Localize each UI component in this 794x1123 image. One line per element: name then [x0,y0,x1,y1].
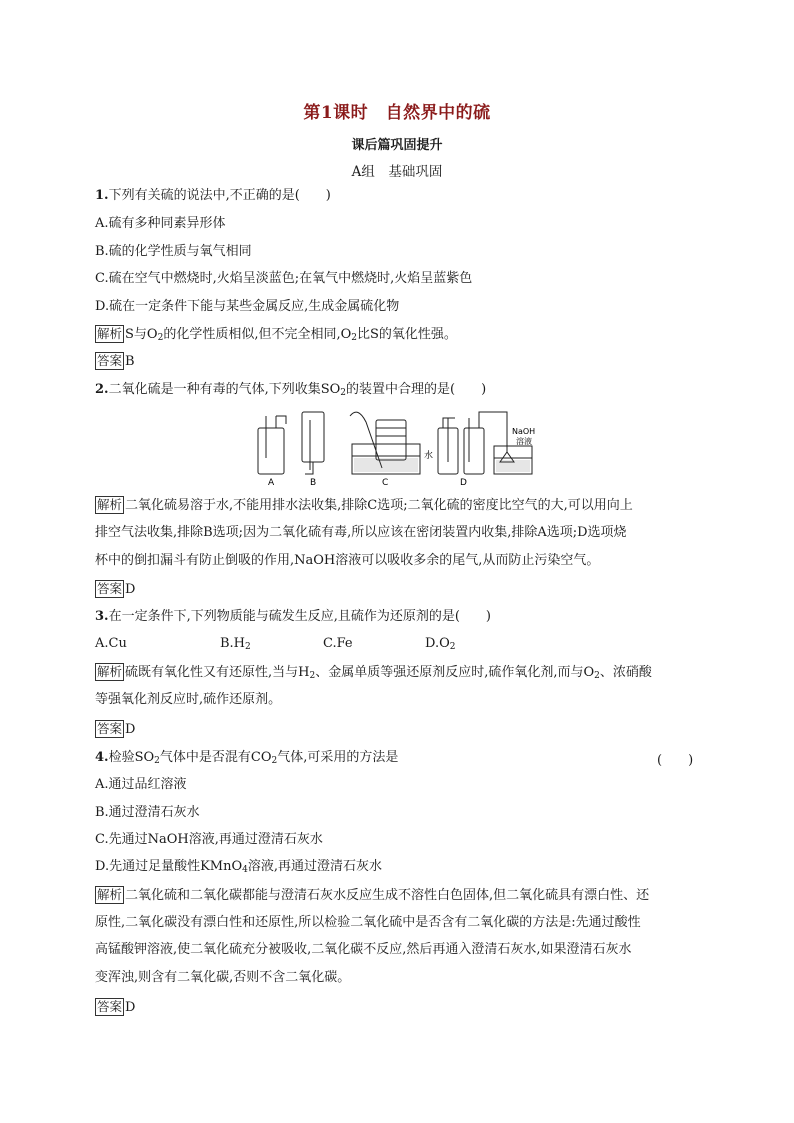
question-1-stem [95,187,331,205]
figure-label-c: C [382,478,389,486]
question-number: 1. [95,188,109,203]
analysis-4-line-4: 变浑浊,则含有二氧化碳,否则不含二氧化碳。 [95,970,351,985]
question-number: 4. [95,750,109,765]
analysis-2-line-3: 杯中的倒扣漏斗有防止倒吸的作用,NaOH溶液可以吸收多余的尾气,从而防止污染空气。 [95,553,600,568]
analysis-2-line-1: 解析 二氧化硫易溶于水,不能用排水法收集,排除C选项;二氧化硫的密度比空气的大,可以用向上 [97,497,633,513]
answer-tag: 答案 [97,721,123,736]
option-b: B.硫的化学性质与氧气相同 [95,244,252,259]
option-b: B.通过澄清石灰水 [95,805,200,820]
answer-3 [95,720,135,739]
question-number: 3. [95,609,109,624]
option-c: C.先通过NaOH溶液,再通过澄清石灰水 [95,832,323,847]
analysis-tag: 解析 [97,887,123,902]
answer-value: D [125,722,136,737]
page-title: 第1课时 自然界中的硫 [303,103,491,123]
question-4-stem: 4.检验$SO_2$气体中是否混有$CO_2$气体,可采用的方法是 [95,750,399,766]
figure-label-a: A [268,478,275,486]
group-heading: A组 基础巩固 [351,164,443,180]
analysis-4-line-1: 解析 二氧化硫和二氧化碳都能与澄清石灰水反应生成不溶性白色固体,但二氧化硫具有漂白性、还 [97,887,650,903]
option-c: C.硫在空气中燃烧时,火焰呈淡蓝色;在氧气中燃烧时,火焰呈蓝紫色 [95,271,473,286]
answer-1 [95,352,135,371]
apparatus-figure [250,406,550,486]
question-3-stem: 3.在一定条件下,下列物质能与硫发生反应,且硫作为还原剂的是( ) [95,609,491,624]
analysis-tag: 解析 [97,326,123,341]
analysis-tag: 解析 [97,664,123,679]
figure-label-b: B [310,478,317,486]
naoh-label: NaOH [512,427,536,436]
option-a: A.硫有多种同素异形体 [95,216,226,231]
analysis-4-line-3: 高锰酸钾溶液,使二氧化硫充分被吸收,二氧化碳不反应,然后再通入澄清石灰水,如果澄清石灰水 [95,942,632,957]
question-text: 下列有关硫的说法中,不正确的是( ) [108,188,331,203]
option-a: A.Cu [95,636,127,651]
option-d: D.硫在一定条件下能与某些金属反应,生成金属硫化物 [95,299,400,314]
analysis-tag: 解析 [97,497,123,512]
solution-label: 溶液 [516,437,532,446]
answer-tag: 答案 [97,999,123,1014]
question-2-stem: 2.二氧化硫是一种有毒的气体,下列收集$SO_2$的装置中合理的是( ) [95,382,487,398]
figure-label-d: D [460,478,467,486]
answer-blank: ( ) [657,753,694,768]
answer-value: D [125,1000,136,1015]
option-a: A.通过品红溶液 [95,777,187,792]
option-d: D.先通过足量酸性KMnO$_4$溶液,再通过澄清石灰水 [95,859,383,875]
analysis-4-line-2: 原性,二氧化碳没有漂白性和还原性,所以检验二氧化硫中是否含有二氧化碳的方法是:先通过酸性 [95,915,641,930]
analysis-1: 解析 S与$O_2$的化学性质相似,但不完全相同$,O_2$比S的氧化性强。 [97,326,457,343]
option-d: $D.O_2$ [425,636,456,652]
water-label: 水 [424,451,434,461]
option-c: C.Fe [323,636,353,651]
answer-2 [95,580,135,599]
answer-value: B [125,354,135,369]
analysis-2-line-2: 排空气法收集,排除B选项;因为二氧化硫有毒,所以应该在密闭装置内收集,排除A选项;D选项烧 [95,525,627,540]
question-number: 2. [95,382,109,397]
answer-value: D [125,582,136,597]
answer-tag: 答案 [97,581,123,596]
option-b: $B.H_2$ [220,636,251,652]
analysis-3-line-2: 等强氧化剂反应时,硫作还原剂。 [95,692,282,707]
answer-tag: 答案 [97,353,123,368]
analysis-3-line-1: 解析 硫既有氧化性又有还原性,当与$H_2$、金属单质等强还原剂反应时,硫作氧化剂,而与$O_2$、浓硝酸 [97,664,652,681]
section-subtitle: 课后篇巩固提升 [351,138,443,153]
answer-4 [95,998,135,1017]
